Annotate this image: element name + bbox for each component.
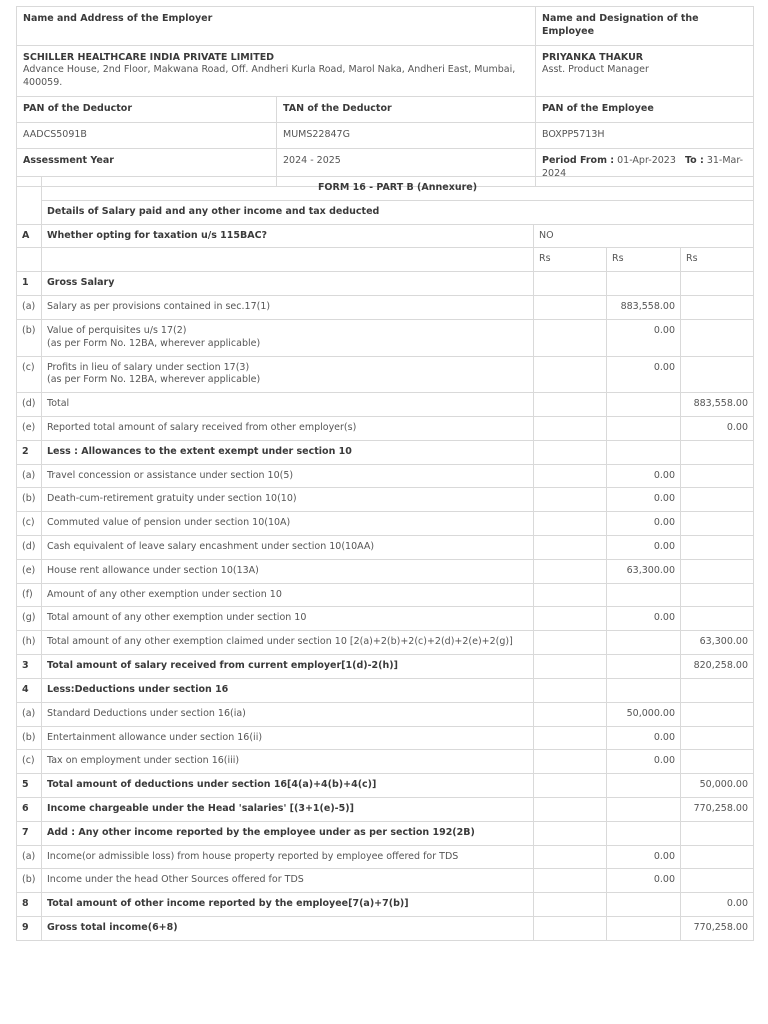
opt-value: NO <box>534 224 754 248</box>
amount-c2 <box>607 917 681 941</box>
currency-row-label <box>42 248 534 272</box>
opt-label: Whether opting for taxation u/s 115BAC? <box>42 224 534 248</box>
row-label-cell <box>42 607 534 631</box>
row-label: Salary as per provisions contained in sec.17(1) <box>47 301 271 313</box>
row-label: Commuted value of pension under section 10(10A) <box>47 517 291 529</box>
salary-row <box>17 631 754 655</box>
row-label-cell <box>42 655 534 679</box>
row-sr: (a) <box>17 845 42 869</box>
row-label-cell <box>42 319 534 356</box>
amount-c2 <box>607 893 681 917</box>
row-label: Profits in lieu of salary under section 17(3) <box>47 361 250 373</box>
currency-col2: Rs <box>607 248 681 272</box>
amount-c3 <box>681 750 754 774</box>
amount-c1 <box>534 559 607 583</box>
amount-c3: 63,300.00 <box>681 631 754 655</box>
amount-c1 <box>534 607 607 631</box>
amount-c1 <box>534 845 607 869</box>
row-sr: (e) <box>17 416 42 440</box>
row-label-cell <box>42 774 534 798</box>
amount-c2 <box>607 631 681 655</box>
row-sr: (d) <box>17 393 42 417</box>
amount-c3 <box>681 845 754 869</box>
amount-c2 <box>607 272 681 296</box>
amount-c3: 0.00 <box>681 893 754 917</box>
row-sr: (a) <box>17 702 42 726</box>
amount-c1 <box>534 797 607 821</box>
amount-c3 <box>681 296 754 320</box>
row-label: Add : Any other income reported by the employee under as per section 192(2B) <box>47 826 475 838</box>
salary-row <box>17 416 754 440</box>
row-label-cell <box>42 917 534 941</box>
row-sr: 6 <box>17 797 42 821</box>
row-label-cell <box>42 893 534 917</box>
salary-row <box>17 845 754 869</box>
row-label: Amount of any other exemption under section 10 <box>47 588 282 600</box>
amount-c2 <box>607 416 681 440</box>
amount-c3 <box>681 464 754 488</box>
amount-c1 <box>534 512 607 536</box>
salary-row <box>17 559 754 583</box>
row-sr: 7 <box>17 821 42 845</box>
amount-c2: 0.00 <box>607 869 681 893</box>
amount-c3 <box>681 272 754 296</box>
period-from-label: Period From : <box>542 154 615 166</box>
row-sr: 2 <box>17 440 42 464</box>
salary-row <box>17 702 754 726</box>
amount-c2: 0.00 <box>607 512 681 536</box>
pan-employee-label: PAN of the Employee <box>536 97 754 123</box>
row-label: Gross Salary <box>47 277 115 289</box>
row-label-cell <box>42 536 534 560</box>
row-label: Less:Deductions under section 16 <box>47 683 229 695</box>
row-sr: (h) <box>17 631 42 655</box>
salary-row <box>17 356 754 393</box>
amount-c1 <box>534 821 607 845</box>
amount-c2 <box>607 774 681 798</box>
salary-row <box>17 750 754 774</box>
salary-row <box>17 797 754 821</box>
row-sr: (b) <box>17 319 42 356</box>
amount-c3 <box>681 512 754 536</box>
row-label: Income under the head Other Sources offered for TDS <box>47 874 304 886</box>
amount-c3: 50,000.00 <box>681 774 754 798</box>
amount-c2: 0.00 <box>607 488 681 512</box>
salary-row <box>17 488 754 512</box>
amount-c1 <box>534 536 607 560</box>
amount-c3 <box>681 583 754 607</box>
form16-part-b-table <box>16 176 754 941</box>
amount-c2 <box>607 393 681 417</box>
row-label: Gross total income(6+8) <box>47 922 178 933</box>
employer-label: Name and Address of the Employer <box>17 7 536 46</box>
row-label: Value of perquisites u/s 17(2) <box>47 324 187 336</box>
amount-c2: 0.00 <box>607 726 681 750</box>
amount-c2: 0.00 <box>607 845 681 869</box>
employee-cell <box>536 45 754 96</box>
row-sr: (a) <box>17 296 42 320</box>
row-sr: (e) <box>17 559 42 583</box>
row-sr: (d) <box>17 536 42 560</box>
row-sr: (b) <box>17 726 42 750</box>
employee-name: PRIYANKA THAKUR <box>542 51 644 63</box>
amount-c1 <box>534 583 607 607</box>
salary-row <box>17 512 754 536</box>
row-label-cell <box>42 750 534 774</box>
part-b-subtitle: Details of Salary paid and any other income and tax deducted <box>42 200 754 224</box>
amount-c3 <box>681 869 754 893</box>
row-label-cell <box>42 440 534 464</box>
row-sr: 9 <box>17 917 42 941</box>
row-label-cell <box>42 821 534 845</box>
row-label-cell <box>42 559 534 583</box>
row-label-cell <box>42 869 534 893</box>
salary-row <box>17 440 754 464</box>
row-label-cell <box>42 583 534 607</box>
amount-c1 <box>534 726 607 750</box>
amount-c2 <box>607 821 681 845</box>
row-label-cell <box>42 488 534 512</box>
salary-row <box>17 393 754 417</box>
salary-row <box>17 583 754 607</box>
amount-c1 <box>534 774 607 798</box>
amount-c3 <box>681 678 754 702</box>
row-sr: (c) <box>17 356 42 393</box>
row-sr: (f) <box>17 583 42 607</box>
amount-c1 <box>534 296 607 320</box>
title-spacer <box>17 177 42 225</box>
amount-c3: 820,258.00 <box>681 655 754 679</box>
amount-c2: 50,000.00 <box>607 702 681 726</box>
row-label-cell <box>42 512 534 536</box>
row-sr: 1 <box>17 272 42 296</box>
row-sr: 4 <box>17 678 42 702</box>
salary-row <box>17 607 754 631</box>
amount-c3: 0.00 <box>681 416 754 440</box>
row-label-cell <box>42 702 534 726</box>
salary-row <box>17 319 754 356</box>
row-label: Travel concession or assistance under section 10(5) <box>47 469 294 481</box>
row-label: Standard Deductions under section 16(ia) <box>47 707 246 719</box>
amount-c1 <box>534 702 607 726</box>
amount-c3 <box>681 559 754 583</box>
row-label: Total amount of any other exemption claimed under section 10 [2(a)+2(b)+2(c)+2(d)+2(e)+2(g)] <box>47 636 513 648</box>
row-label: Total amount of other income reported by the employee[7(a)+7(b)] <box>47 898 409 910</box>
row-label-cell <box>42 393 534 417</box>
employer-cell <box>17 45 536 96</box>
row-sr: (g) <box>17 607 42 631</box>
period-from-value: 01-Apr-2023 <box>617 154 676 166</box>
row-label: Income chargeable under the Head 'salaries' [(3+1(e)-5)] <box>47 802 354 814</box>
tan-deductor-value: MUMS22847G <box>277 122 536 148</box>
amount-c3 <box>681 319 754 356</box>
amount-c1 <box>534 440 607 464</box>
amount-c3 <box>681 440 754 464</box>
row-label: Total <box>47 398 70 410</box>
row-sr: (b) <box>17 488 42 512</box>
tan-deductor-label: TAN of the Deductor <box>277 97 536 123</box>
salary-row <box>17 821 754 845</box>
amount-c2: 0.00 <box>607 607 681 631</box>
row-sr: (b) <box>17 869 42 893</box>
amount-c1 <box>534 750 607 774</box>
row-label-cell <box>42 464 534 488</box>
amount-c1 <box>534 655 607 679</box>
row-sr: (c) <box>17 750 42 774</box>
amount-c3 <box>681 821 754 845</box>
salary-row <box>17 893 754 917</box>
salary-row <box>17 272 754 296</box>
amount-c3 <box>681 488 754 512</box>
currency-col3: Rs <box>681 248 754 272</box>
amount-c2: 0.00 <box>607 319 681 356</box>
row-label-cell <box>42 797 534 821</box>
employee-designation: Asst. Product Manager <box>542 64 649 76</box>
amount-c1 <box>534 869 607 893</box>
row-label: Death-cum-retirement gratuity under section 10(10) <box>47 493 297 505</box>
part-b-title: FORM 16 - PART B (Annexure) <box>42 177 754 201</box>
amount-c3: 770,258.00 <box>681 797 754 821</box>
row-label-cell <box>42 296 534 320</box>
employer-employee-header <box>16 6 754 187</box>
period-to-value: 31-Mar-2024 <box>542 154 744 179</box>
opt-sr: A <box>17 224 42 248</box>
amount-c1 <box>534 272 607 296</box>
salary-row <box>17 536 754 560</box>
amount-c2: 0.00 <box>607 356 681 393</box>
amount-c1 <box>534 356 607 393</box>
period-to-label: To : <box>684 154 704 166</box>
amount-c2: 0.00 <box>607 536 681 560</box>
salary-row <box>17 726 754 750</box>
row-label-note: (as per Form No. 12BA, wherever applicable) <box>47 374 261 386</box>
amount-c3 <box>681 536 754 560</box>
pan-deductor-label: PAN of the Deductor <box>17 97 277 123</box>
amount-c3 <box>681 726 754 750</box>
amount-c2: 883,558.00 <box>607 296 681 320</box>
row-sr: 8 <box>17 893 42 917</box>
amount-c1 <box>534 393 607 417</box>
salary-row <box>17 869 754 893</box>
employee-label: Name and Designation of the Employee <box>536 7 754 46</box>
amount-c2: 0.00 <box>607 750 681 774</box>
row-sr: 5 <box>17 774 42 798</box>
amount-c1 <box>534 464 607 488</box>
currency-col1: Rs <box>534 248 607 272</box>
amount-c2 <box>607 797 681 821</box>
salary-row <box>17 678 754 702</box>
row-label-cell <box>42 726 534 750</box>
row-label: House rent allowance under section 10(13A) <box>47 564 259 576</box>
row-label: Cash equivalent of leave salary encashment under section 10(10AA) <box>47 541 375 552</box>
amount-c1 <box>534 631 607 655</box>
amount-c1 <box>534 488 607 512</box>
amount-c3 <box>681 356 754 393</box>
amount-c3 <box>681 607 754 631</box>
row-sr: (a) <box>17 464 42 488</box>
amount-c1 <box>534 917 607 941</box>
row-label-cell <box>42 356 534 393</box>
amount-c2 <box>607 583 681 607</box>
row-label-cell <box>42 678 534 702</box>
row-label: Total amount of salary received from current employer[1(d)-2(h)] <box>47 660 398 672</box>
assessment-year-value: 2024 - 2025 <box>277 148 536 187</box>
row-label: Total amount of deductions under section 16[4(a)+4(b)+4(c)] <box>47 779 377 791</box>
row-label: Reported total amount of salary received from other employer(s) <box>47 421 357 433</box>
amount-c1 <box>534 416 607 440</box>
salary-row <box>17 917 754 941</box>
currency-row-sr <box>17 248 42 272</box>
amount-c2 <box>607 678 681 702</box>
row-label: Total amount of any other exemption under section 10 <box>47 612 307 624</box>
amount-c3: 883,558.00 <box>681 393 754 417</box>
salary-row <box>17 296 754 320</box>
row-label-cell <box>42 272 534 296</box>
salary-row <box>17 464 754 488</box>
employer-name: SCHILLER HEALTHCARE INDIA PRIVATE LIMITED <box>23 51 275 63</box>
row-label-cell <box>42 845 534 869</box>
amount-c3: 770,258.00 <box>681 917 754 941</box>
row-label-note: (as per Form No. 12BA, wherever applicable) <box>47 337 261 349</box>
row-label: Tax on employment under section 16(iii) <box>47 755 240 767</box>
salary-row <box>17 774 754 798</box>
pan-deductor-value: AADCS5091B <box>17 122 277 148</box>
assessment-year-label: Assessment Year <box>17 148 277 187</box>
employer-address: Advance House, 2nd Floor, Makwana Road, Off. Andheri Kurla Road, Marol Naka, Andheri East, Mumbai, 400059. <box>23 64 516 89</box>
amount-c1 <box>534 893 607 917</box>
amount-c2 <box>607 440 681 464</box>
pan-employee-value: BOXPP5713H <box>536 122 754 148</box>
row-label: Entertainment allowance under section 16(ii) <box>47 731 263 743</box>
amount-c3 <box>681 702 754 726</box>
row-label-cell <box>42 631 534 655</box>
row-label: Less : Allowances to the extent exempt under section 10 <box>47 445 352 457</box>
row-label-cell <box>42 416 534 440</box>
amount-c1 <box>534 319 607 356</box>
row-label: Income(or admissible loss) from house property reported by employee offered for TDS <box>47 850 459 862</box>
amount-c2: 63,300.00 <box>607 559 681 583</box>
row-sr: (c) <box>17 512 42 536</box>
amount-c2 <box>607 655 681 679</box>
salary-row <box>17 655 754 679</box>
row-sr: 3 <box>17 655 42 679</box>
amount-c2: 0.00 <box>607 464 681 488</box>
amount-c1 <box>534 678 607 702</box>
